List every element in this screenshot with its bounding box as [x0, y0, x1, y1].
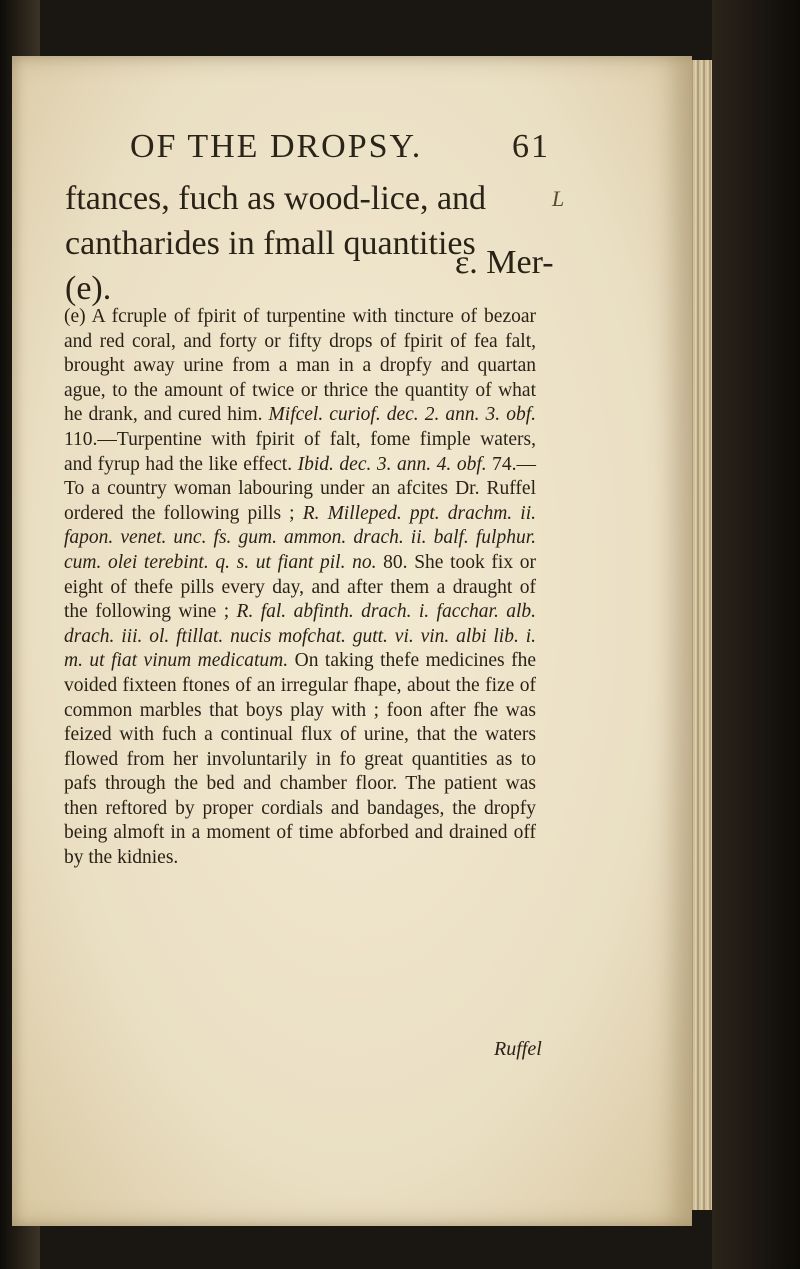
footnote [64, 305, 536, 871]
footnote-text-3: 74.—To a country woman labouring under an afcites Dr. Ruffel ordered the following pills ; [64, 453, 536, 524]
catchword-bottom: Ruffel [494, 1038, 542, 1060]
footnote-text-5: On taking thefe medicines fhe voided fixteen ftones of an irregular fhape, about the fize of common marbles that boys play with ; foon after fhe was feized with fuch a continual flux of urine, that the waters flowed from her involuntarily in fo great quantities as to pafs through the bed and chamber floor. The patient was then reftored by proper cordials and bandages, the dropfy being almoft in a moment of time abforbed and drained off by the kidnies. [64, 650, 537, 869]
footnote-recipe-2: R. fal. abfinth. drach. i. facchar. alb. drach. iii. ol. ftillat. nucis mofchat. gutt. vi. vin. albi lib. i. m. ut fiat vinum medicatum. [64, 601, 536, 672]
footnote-recipe-1: R. Milleped. ppt. drachm. ii. fapon. venet. unc. fs. gum. ammon. drach. ii. balf. fulphur. cum. olei terebint. q. s. ut fiant pil. no. [64, 502, 536, 573]
footnote-ref-2: Ibid. dec. 3. ann. 4. obf. [297, 453, 493, 475]
margin-annotation: L [552, 186, 565, 211]
running-header [130, 128, 550, 166]
book-cover-right [712, 0, 800, 1269]
footnote-text-4: 80. She took fix or eight of thefe pills every day, and after them a draught of the following wine ; [64, 551, 536, 623]
footnote-text-1: (e) A fcruple of fpirit of turpentine with tincture of bezoar and red coral, and forty or fifty drops of fpirit of fea falt, brought away urine from a man in a dropfy and quartan ague, to the amount of twice or thrice the quantity of what he drank, and cured him. [64, 306, 536, 426]
catchword-top: ε. Mer- [455, 244, 554, 281]
footnote-text-2: 110.—Turpentine with fpirit of falt, fome fimple waters, and fyrup had the like effect. [64, 428, 536, 475]
page-number: 61 [512, 128, 550, 165]
header-title: OF THE DROPSY. [130, 128, 423, 165]
footnote-ref-1: Mifcel. curiof. dec. 2. ann. 3. obf. [268, 404, 536, 426]
main-paragraph: ftances, fuch as wood-lice, and cantharides in fmall quantities (e). [65, 180, 487, 307]
